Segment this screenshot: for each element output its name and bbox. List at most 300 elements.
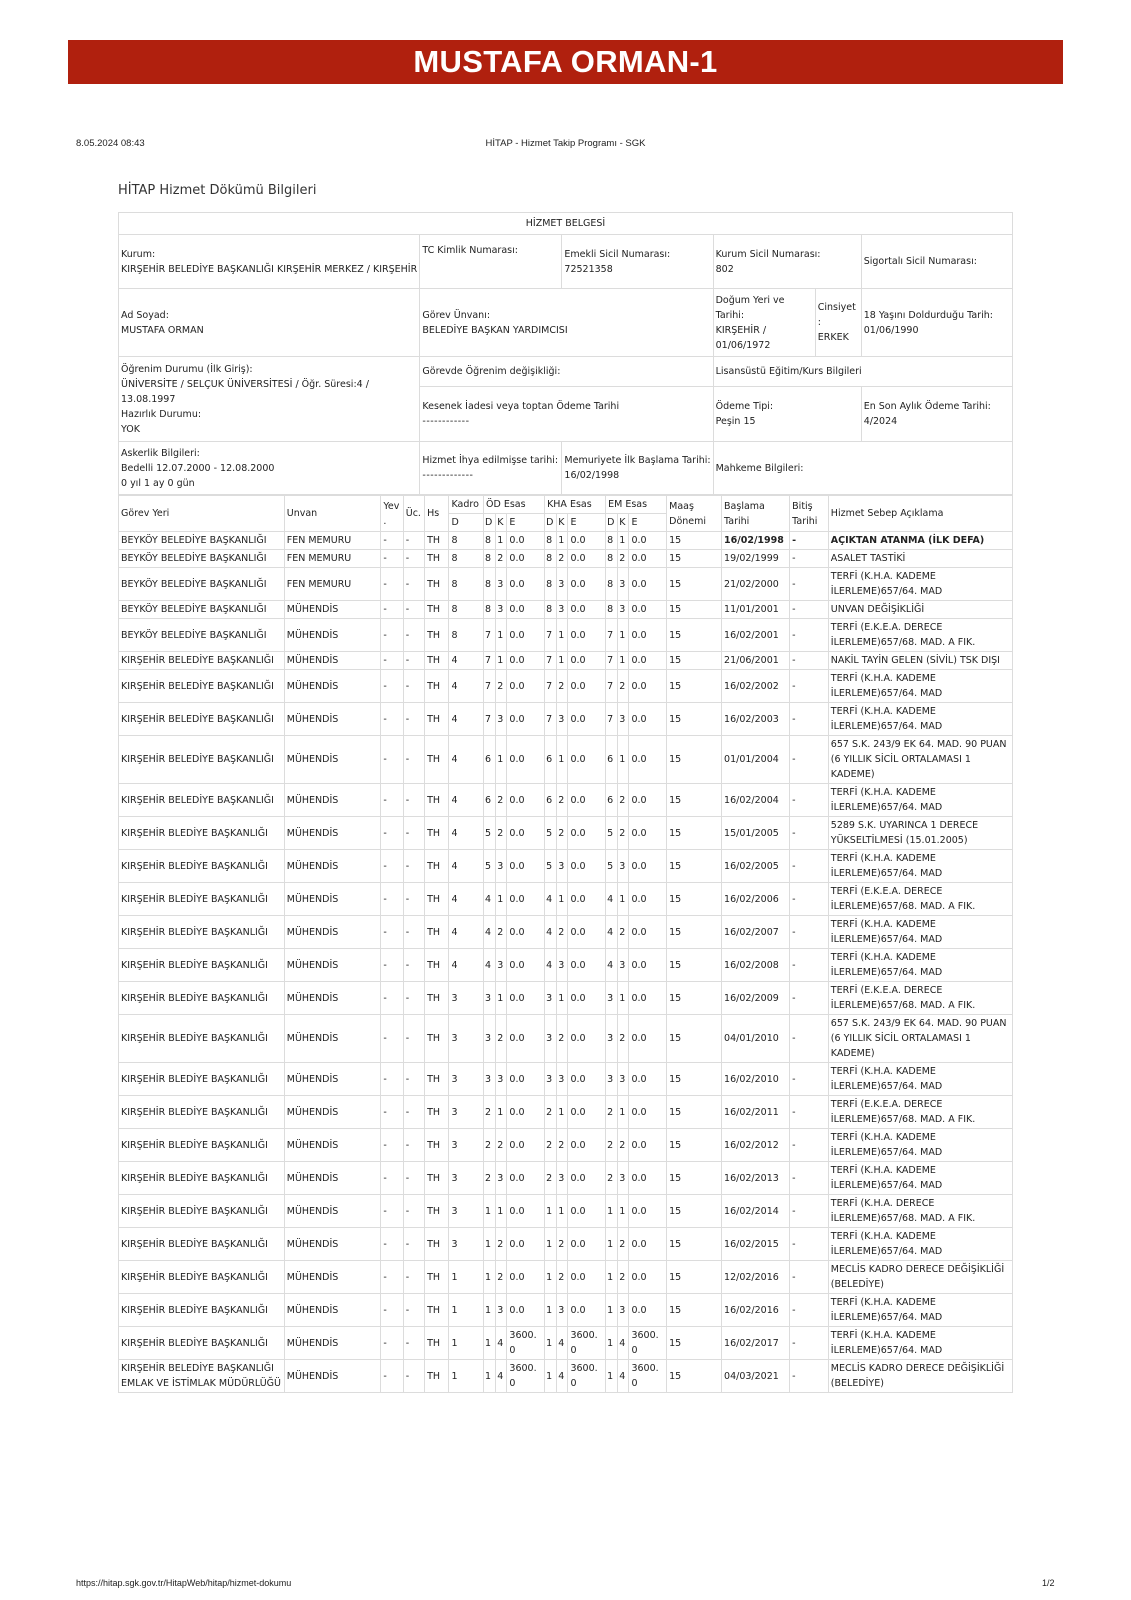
cell-kadro-d: 8 xyxy=(449,619,484,652)
cell-gorev-yeri: KIRŞEHİR BELEDİYE BAŞKANLIĞI EMLAK VE İSTİMLAK MÜDÜRLÜĞÜ xyxy=(119,1360,285,1393)
cell-kha-d: 8 xyxy=(545,601,557,619)
cell-hs: TH xyxy=(425,850,449,883)
cell-baslama-tarihi: 21/06/2001 xyxy=(722,652,790,670)
cell-em-d: 6 xyxy=(606,784,618,817)
col-od-esas: ÖD Esas xyxy=(484,496,545,514)
cell-od-e: 3600.0 xyxy=(507,1360,545,1393)
cell-hizmet-sebep: TERFİ (K.H.A. KADEME İLERLEME)657/64. MAD xyxy=(828,1063,1012,1096)
cell-kha-e: 0.0 xyxy=(568,1015,606,1063)
cell-maas-donemi: 15 xyxy=(667,1162,722,1195)
document-banner-title: MUSTAFA ORMAN-1 xyxy=(68,40,1063,84)
cell-kha-e: 0.0 xyxy=(568,568,606,601)
ad-soyad-value: MUSTAFA ORMAN xyxy=(121,324,204,336)
cell-em-k: 1 xyxy=(618,1096,629,1129)
cell-kha-e: 0.0 xyxy=(568,784,606,817)
cell-baslama-tarihi: 16/02/2012 xyxy=(722,1129,790,1162)
cell-bitis-tarihi: - xyxy=(790,568,829,601)
col-od-k: K xyxy=(496,514,507,532)
cell-kha-e: 0.0 xyxy=(568,916,606,949)
cell-unvan: MÜHENDİS xyxy=(284,652,381,670)
cell-gorev-yeri: KIRŞEHİR BELEDİYE BAŞKANLIĞI xyxy=(119,703,285,736)
cell-gorev-yeri: KIRŞEHİR BLEDİYE BAŞKANLIĞI xyxy=(119,817,285,850)
cell-maas-donemi: 15 xyxy=(667,883,722,916)
table-row xyxy=(119,1129,1013,1162)
cell-em-e: 0.0 xyxy=(629,1294,667,1327)
cell-od-d: 1 xyxy=(484,1327,496,1360)
cell-hs: TH xyxy=(425,1015,449,1063)
cell-od-k: 1 xyxy=(496,652,507,670)
cell-hizmet-sebep: TERFİ (K.H.A. KADEME İLERLEME)657/64. MAD xyxy=(828,568,1012,601)
ogrenim-cell xyxy=(119,357,420,442)
cell-uc: - xyxy=(403,949,424,982)
cell-kadro-d: 3 xyxy=(449,1162,484,1195)
cell-hizmet-sebep: TERFİ (K.H.A. KADEME İLERLEME)657/64. MAD xyxy=(828,916,1012,949)
cell-od-e: 0.0 xyxy=(507,1261,545,1294)
cell-unvan: MÜHENDİS xyxy=(284,850,381,883)
cell-em-d: 5 xyxy=(606,850,618,883)
cell-kadro-d: 4 xyxy=(449,817,484,850)
cell-kha-d: 5 xyxy=(545,850,557,883)
cell-em-k: 3 xyxy=(618,850,629,883)
cell-kha-k: 2 xyxy=(557,550,568,568)
cell-bitis-tarihi: - xyxy=(790,1261,829,1294)
cell-unvan: MÜHENDİS xyxy=(284,1327,381,1360)
cell-hizmet-sebep: TERFİ (K.H.A. KADEME İLERLEME)657/64. MAD xyxy=(828,1162,1012,1195)
gorev-unvani-cell xyxy=(420,289,713,357)
cinsiyet-label: Cinsiyet: xyxy=(817,302,856,328)
cell-em-e: 0.0 xyxy=(629,1129,667,1162)
cell-uc: - xyxy=(403,1327,424,1360)
cell-em-e: 3600.0 xyxy=(629,1327,667,1360)
cell-em-e: 0.0 xyxy=(629,883,667,916)
cell-kha-e: 0.0 xyxy=(568,883,606,916)
cell-uc: - xyxy=(403,1261,424,1294)
cell-kadro-d: 8 xyxy=(449,550,484,568)
cell-yev: - xyxy=(381,1063,403,1096)
footer-page-number: 1/2 xyxy=(1042,1578,1055,1588)
cell-od-k: 2 xyxy=(496,1261,507,1294)
cell-baslama-tarihi: 16/02/2015 xyxy=(722,1228,790,1261)
col-yev: Yev. xyxy=(381,496,403,532)
cell-hs: TH xyxy=(425,883,449,916)
table-row xyxy=(119,1228,1013,1261)
cell-uc: - xyxy=(403,784,424,817)
table-row xyxy=(119,652,1013,670)
cell-maas-donemi: 15 xyxy=(667,703,722,736)
cell-bitis-tarihi: - xyxy=(790,1327,829,1360)
cell-em-d: 3 xyxy=(606,1063,618,1096)
cell-od-e: 0.0 xyxy=(507,619,545,652)
col-kha-e: E xyxy=(568,514,606,532)
cell-kha-d: 8 xyxy=(545,568,557,601)
cell-hs: TH xyxy=(425,1360,449,1393)
lisansustu-label: Lisansüstü Eğitim/Kurs Bilgileri xyxy=(713,357,1012,387)
cell-bitis-tarihi: - xyxy=(790,1360,829,1393)
cell-gorev-yeri: KIRŞEHİR BLEDİYE BAŞKANLIĞI xyxy=(119,1261,285,1294)
table-row xyxy=(119,619,1013,652)
memuriyet-value: 16/02/1998 xyxy=(564,470,620,481)
cell-unvan: MÜHENDİS xyxy=(284,1195,381,1228)
yas18-cell xyxy=(861,289,1012,357)
tc-kimlik-label: TC Kimlik Numarası: xyxy=(420,235,562,289)
cell-maas-donemi: 15 xyxy=(667,850,722,883)
askerlik-label: Askerlik Bilgileri: xyxy=(121,447,200,459)
cell-kha-d: 4 xyxy=(545,883,557,916)
cell-kha-d: 1 xyxy=(545,1360,557,1393)
cell-od-k: 2 xyxy=(496,1129,507,1162)
cell-gorev-yeri: KIRŞEHİR BLEDİYE BAŞKANLIĞI xyxy=(119,982,285,1015)
cell-maas-donemi: 15 xyxy=(667,1096,722,1129)
cell-baslama-tarihi: 16/02/2016 xyxy=(722,1294,790,1327)
table-row xyxy=(119,670,1013,703)
cell-unvan: MÜHENDİS xyxy=(284,1261,381,1294)
cell-em-e: 0.0 xyxy=(629,550,667,568)
cell-baslama-tarihi: 16/02/2014 xyxy=(722,1195,790,1228)
cell-unvan: MÜHENDİS xyxy=(284,949,381,982)
kurum-label: Kurum: xyxy=(121,248,156,260)
cell-em-d: 1 xyxy=(606,1228,618,1261)
cell-em-k: 2 xyxy=(618,784,629,817)
cell-yev: - xyxy=(381,850,403,883)
cell-od-d: 6 xyxy=(484,784,496,817)
table-row xyxy=(119,736,1013,784)
cell-unvan: MÜHENDİS xyxy=(284,1063,381,1096)
cell-em-d: 3 xyxy=(606,1015,618,1063)
mahkeme-label: Mahkeme Bilgileri: xyxy=(713,442,1012,495)
cell-hs: TH xyxy=(425,784,449,817)
cell-bitis-tarihi: - xyxy=(790,850,829,883)
table-row xyxy=(119,703,1013,736)
cell-baslama-tarihi: 16/02/2011 xyxy=(722,1096,790,1129)
cell-hs: TH xyxy=(425,652,449,670)
cell-em-k: 3 xyxy=(618,1063,629,1096)
cell-maas-donemi: 15 xyxy=(667,1327,722,1360)
cell-maas-donemi: 15 xyxy=(667,1195,722,1228)
cell-em-k: 2 xyxy=(618,1015,629,1063)
kurum-cell xyxy=(119,235,420,289)
odeme-tipi-label: Ödeme Tipi: xyxy=(715,401,774,412)
page-title: HİTAP Hizmet Dökümü Bilgileri xyxy=(118,183,317,198)
cell-em-e: 3600.0 xyxy=(629,1360,667,1393)
cell-hs: TH xyxy=(425,916,449,949)
emekli-sicil-value: 72521358 xyxy=(564,263,613,275)
col-gorev-yeri: Görev Yeri xyxy=(119,496,285,532)
cell-hizmet-sebep: TERFİ (E.K.E.A. DERECE İLERLEME)657/68. MAD. A FIK. xyxy=(828,982,1012,1015)
cell-maas-donemi: 15 xyxy=(667,652,722,670)
cell-maas-donemi: 15 xyxy=(667,1015,722,1063)
cell-gorev-yeri: KIRŞEHİR BLEDİYE BAŞKANLIĞI xyxy=(119,1015,285,1063)
cell-kha-d: 8 xyxy=(545,550,557,568)
cell-bitis-tarihi: - xyxy=(790,670,829,703)
cell-od-d: 3 xyxy=(484,1015,496,1063)
cell-bitis-tarihi: - xyxy=(790,736,829,784)
cell-gorev-yeri: KIRŞEHİR BLEDİYE BAŞKANLIĞI xyxy=(119,1228,285,1261)
cell-kadro-d: 4 xyxy=(449,949,484,982)
cinsiyet-value: ERKEK xyxy=(817,332,849,343)
cell-em-e: 0.0 xyxy=(629,916,667,949)
cinsiyet-cell xyxy=(815,289,861,357)
cell-uc: - xyxy=(403,652,424,670)
cell-maas-donemi: 15 xyxy=(667,784,722,817)
cell-em-d: 7 xyxy=(606,652,618,670)
cell-em-e: 0.0 xyxy=(629,619,667,652)
cell-kha-d: 2 xyxy=(545,1162,557,1195)
cell-od-k: 2 xyxy=(496,817,507,850)
table-row xyxy=(119,568,1013,601)
cell-em-d: 1 xyxy=(606,1195,618,1228)
cell-od-k: 1 xyxy=(496,1195,507,1228)
cell-gorev-yeri: KIRŞEHİR BELEDİYE BAŞKANLIĞI xyxy=(119,652,285,670)
cell-hs: TH xyxy=(425,568,449,601)
info-table xyxy=(118,212,1013,495)
cell-kha-d: 1 xyxy=(545,1327,557,1360)
cell-em-k: 2 xyxy=(618,1129,629,1162)
cell-uc: - xyxy=(403,670,424,703)
cell-em-d: 7 xyxy=(606,670,618,703)
cell-hizmet-sebep: TERFİ (K.H.A. KADEME İLERLEME)657/64. MAD xyxy=(828,949,1012,982)
table-row xyxy=(119,1096,1013,1129)
cell-em-e: 0.0 xyxy=(629,601,667,619)
cell-hs: TH xyxy=(425,619,449,652)
cell-gorev-yeri: KIRŞEHİR BLEDİYE BAŞKANLIĞI xyxy=(119,949,285,982)
cell-kha-e: 0.0 xyxy=(568,1162,606,1195)
cell-kadro-d: 3 xyxy=(449,1063,484,1096)
cell-em-d: 8 xyxy=(606,568,618,601)
cell-baslama-tarihi: 16/02/2008 xyxy=(722,949,790,982)
cell-od-e: 0.0 xyxy=(507,568,545,601)
cell-uc: - xyxy=(403,1129,424,1162)
emekli-sicil-label: Emekli Sicil Numarası: xyxy=(564,248,671,260)
cell-em-e: 0.0 xyxy=(629,652,667,670)
cell-od-k: 2 xyxy=(496,1015,507,1063)
cell-od-e: 0.0 xyxy=(507,949,545,982)
cell-od-e: 0.0 xyxy=(507,1294,545,1327)
cell-kadro-d: 4 xyxy=(449,916,484,949)
cell-maas-donemi: 15 xyxy=(667,982,722,1015)
cell-em-d: 4 xyxy=(606,916,618,949)
cell-kha-e: 0.0 xyxy=(568,850,606,883)
cell-od-e: 0.0 xyxy=(507,817,545,850)
cell-bitis-tarihi: - xyxy=(790,703,829,736)
cell-maas-donemi: 15 xyxy=(667,1063,722,1096)
cell-em-e: 0.0 xyxy=(629,1162,667,1195)
cell-hizmet-sebep: TERFİ (K.H.A. KADEME İLERLEME)657/64. MAD xyxy=(828,703,1012,736)
cell-uc: - xyxy=(403,1096,424,1129)
cell-unvan: MÜHENDİS xyxy=(284,817,381,850)
cell-uc: - xyxy=(403,568,424,601)
cell-em-k: 1 xyxy=(618,736,629,784)
cell-uc: - xyxy=(403,1162,424,1195)
cell-kha-d: 7 xyxy=(545,619,557,652)
cell-kha-d: 5 xyxy=(545,817,557,850)
cell-od-e: 0.0 xyxy=(507,1063,545,1096)
cell-bitis-tarihi: - xyxy=(790,532,829,550)
cell-hs: TH xyxy=(425,532,449,550)
cell-yev: - xyxy=(381,1261,403,1294)
cell-em-k: 1 xyxy=(618,619,629,652)
cell-hs: TH xyxy=(425,1294,449,1327)
cell-uc: - xyxy=(403,1360,424,1393)
cell-bitis-tarihi: - xyxy=(790,1129,829,1162)
cell-hizmet-sebep: 5289 S.K. UYARINCA 1 DERECE YÜKSELTİLMESİ (15.01.2005) xyxy=(828,817,1012,850)
cell-gorev-yeri: BEYKÖY BELEDİYE BAŞKANLIĞI xyxy=(119,568,285,601)
cell-baslama-tarihi: 11/01/2001 xyxy=(722,601,790,619)
cell-unvan: MÜHENDİS xyxy=(284,982,381,1015)
cell-yev: - xyxy=(381,817,403,850)
cell-em-d: 4 xyxy=(606,883,618,916)
cell-hs: TH xyxy=(425,982,449,1015)
cell-hizmet-sebep: TERFİ (K.H.A. KADEME İLERLEME)657/64. MAD xyxy=(828,1327,1012,1360)
cell-bitis-tarihi: - xyxy=(790,1096,829,1129)
odeme-tipi-cell xyxy=(713,387,861,442)
cell-kha-e: 0.0 xyxy=(568,703,606,736)
cell-od-e: 3600.0 xyxy=(507,1327,545,1360)
cell-yev: - xyxy=(381,883,403,916)
cell-kha-k: 3 xyxy=(557,568,568,601)
col-od-e: E xyxy=(507,514,545,532)
cell-kha-e: 3600.0 xyxy=(568,1360,606,1393)
cell-uc: - xyxy=(403,982,424,1015)
cell-baslama-tarihi: 16/02/2003 xyxy=(722,703,790,736)
cell-em-k: 2 xyxy=(618,550,629,568)
hizmet-belgesi xyxy=(118,212,1013,1393)
cell-od-d: 8 xyxy=(484,568,496,601)
cell-unvan: MÜHENDİS xyxy=(284,736,381,784)
ihya-value: ------------- xyxy=(422,470,474,481)
cell-kadro-d: 4 xyxy=(449,883,484,916)
cell-maas-donemi: 15 xyxy=(667,1261,722,1294)
cell-yev: - xyxy=(381,1129,403,1162)
cell-od-d: 4 xyxy=(484,916,496,949)
cell-hs: TH xyxy=(425,601,449,619)
cell-od-k: 1 xyxy=(496,883,507,916)
cell-gorev-yeri: KIRŞEHİR BELEDİYE BAŞKANLIĞI xyxy=(119,670,285,703)
cell-kha-k: 4 xyxy=(557,1360,568,1393)
cell-kha-e: 0.0 xyxy=(568,1294,606,1327)
cell-em-e: 0.0 xyxy=(629,817,667,850)
hizmet-rows xyxy=(119,532,1013,1393)
cell-em-k: 3 xyxy=(618,703,629,736)
cell-hs: TH xyxy=(425,1327,449,1360)
cell-unvan: MÜHENDİS xyxy=(284,1129,381,1162)
cell-bitis-tarihi: - xyxy=(790,784,829,817)
cell-kha-e: 0.0 xyxy=(568,1129,606,1162)
cell-kha-k: 1 xyxy=(557,619,568,652)
cell-bitis-tarihi: - xyxy=(790,1162,829,1195)
cell-baslama-tarihi: 16/02/1998 xyxy=(722,532,790,550)
cell-maas-donemi: 15 xyxy=(667,1294,722,1327)
cell-od-e: 0.0 xyxy=(507,883,545,916)
cell-gorev-yeri: KIRŞEHİR BELEDİYE BAŞKANLIĞI xyxy=(119,784,285,817)
cell-em-e: 0.0 xyxy=(629,568,667,601)
cell-yev: - xyxy=(381,601,403,619)
cell-kadro-d: 3 xyxy=(449,1129,484,1162)
cell-od-k: 3 xyxy=(496,703,507,736)
table-row xyxy=(119,949,1013,982)
son-odeme-value: 4/2024 xyxy=(863,416,898,427)
table-row xyxy=(119,1063,1013,1096)
cell-kha-d: 7 xyxy=(545,652,557,670)
cell-yev: - xyxy=(381,916,403,949)
cell-yev: - xyxy=(381,568,403,601)
askerlik-value-2: 0 yıl 1 ay 0 gün xyxy=(121,477,195,489)
cell-baslama-tarihi: 01/01/2004 xyxy=(722,736,790,784)
cell-unvan: FEN MEMURU xyxy=(284,550,381,568)
cell-od-k: 3 xyxy=(496,568,507,601)
cell-kha-k: 1 xyxy=(557,736,568,784)
cell-baslama-tarihi: 16/02/2002 xyxy=(722,670,790,703)
cell-hizmet-sebep: TERFİ (K.H.A. KADEME İLERLEME)657/64. MAD xyxy=(828,850,1012,883)
cell-kha-d: 6 xyxy=(545,784,557,817)
cell-bitis-tarihi: - xyxy=(790,1015,829,1063)
cell-em-d: 2 xyxy=(606,1129,618,1162)
cell-hs: TH xyxy=(425,1228,449,1261)
cell-kha-e: 0.0 xyxy=(568,736,606,784)
cell-bitis-tarihi: - xyxy=(790,949,829,982)
cell-hs: TH xyxy=(425,1261,449,1294)
cell-yev: - xyxy=(381,670,403,703)
cell-od-k: 2 xyxy=(496,784,507,817)
cell-uc: - xyxy=(403,1015,424,1063)
cell-od-e: 0.0 xyxy=(507,652,545,670)
cell-em-k: 2 xyxy=(618,916,629,949)
cell-unvan: MÜHENDİS xyxy=(284,619,381,652)
kurum-sicil-label: Kurum Sicil Numarası: xyxy=(715,248,821,260)
cell-kha-e: 0.0 xyxy=(568,1195,606,1228)
cell-od-d: 1 xyxy=(484,1261,496,1294)
cell-od-k: 4 xyxy=(496,1327,507,1360)
cell-yev: - xyxy=(381,1162,403,1195)
cell-em-k: 4 xyxy=(618,1360,629,1393)
cell-gorev-yeri: KIRŞEHİR BELEDİYE BAŞKANLIĞI xyxy=(119,736,285,784)
cell-od-k: 1 xyxy=(496,982,507,1015)
yas18-label: 18 Yaşını Doldurduğu Tarih: xyxy=(863,309,993,321)
col-em-d: D xyxy=(606,514,618,532)
cell-hs: TH xyxy=(425,1195,449,1228)
cell-hizmet-sebep: TERFİ (K.H.A. DERECE İLERLEME)657/68. MAD. A FIK. xyxy=(828,1195,1012,1228)
gorevde-ogrenim-label: Görevde Öğrenim değişikliği: xyxy=(420,357,713,387)
cell-em-d: 7 xyxy=(606,703,618,736)
sigortali-sicil-label: Sigortalı Sicil Numarası: xyxy=(861,235,1012,289)
footer-url: https://hitap.sgk.gov.tr/HitapWeb/hitap/hizmet-dokumu xyxy=(76,1578,292,1588)
cell-em-k: 2 xyxy=(618,817,629,850)
cell-hizmet-sebep: TERFİ (E.K.E.A. DERECE İLERLEME)657/68. MAD. A FIK. xyxy=(828,1096,1012,1129)
cell-yev: - xyxy=(381,619,403,652)
cell-uc: - xyxy=(403,550,424,568)
ogrenim-label: Öğrenim Durumu (İlk Giriş): xyxy=(121,363,253,375)
cell-unvan: MÜHENDİS xyxy=(284,1015,381,1063)
cell-hizmet-sebep: UNVAN DEĞİŞİKLİĞİ xyxy=(828,601,1012,619)
cell-od-k: 3 xyxy=(496,850,507,883)
cell-yev: - xyxy=(381,1096,403,1129)
cell-em-d: 7 xyxy=(606,619,618,652)
cell-kha-e: 0.0 xyxy=(568,982,606,1015)
cell-baslama-tarihi: 04/01/2010 xyxy=(722,1015,790,1063)
cell-em-d: 8 xyxy=(606,532,618,550)
cell-yev: - xyxy=(381,1294,403,1327)
print-datetime: 8.05.2024 08:43 xyxy=(76,138,145,149)
cell-kha-k: 2 xyxy=(557,784,568,817)
cell-em-d: 1 xyxy=(606,1360,618,1393)
cell-bitis-tarihi: - xyxy=(790,817,829,850)
cell-hizmet-sebep: NAKİL TAYİN GELEN (SİVİL) TSK DIŞI xyxy=(828,652,1012,670)
cell-baslama-tarihi: 16/02/2009 xyxy=(722,982,790,1015)
cell-od-e: 0.0 xyxy=(507,703,545,736)
cell-od-d: 4 xyxy=(484,949,496,982)
cell-kha-k: 3 xyxy=(557,949,568,982)
cell-unvan: MÜHENDİS xyxy=(284,703,381,736)
cell-od-d: 7 xyxy=(484,619,496,652)
